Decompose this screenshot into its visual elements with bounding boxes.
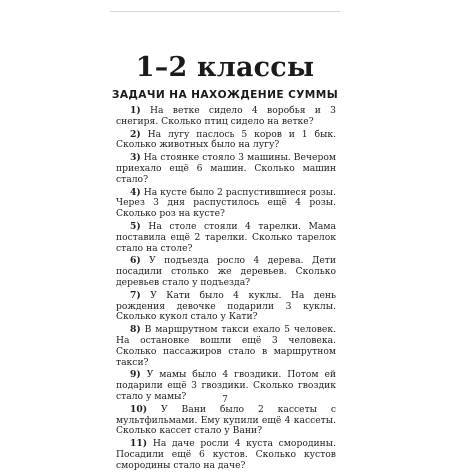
problem-number: 11) — [130, 438, 148, 450]
problem-number: 1) — [130, 105, 141, 116]
problem-number: 3) — [130, 152, 141, 164]
problem-item — [116, 439, 336, 471]
problem-item — [116, 222, 336, 254]
problem-text: На столе стояли 4 тарелки. Мама поставила ещё 2 тарелки. Сколько тарелок стало на столе? — [116, 220, 336, 254]
page-title: 1–2 классы — [135, 52, 315, 83]
problem-number: 6) — [130, 255, 141, 267]
top-divider — [110, 11, 340, 12]
problem-item — [116, 106, 336, 128]
problem-item — [116, 256, 336, 288]
problem-list — [116, 106, 336, 474]
problem-text: У подъезда росло 4 дерева. Дети посадили столько же деревьев. Сколько деревьев стало у подъезда? — [116, 255, 336, 288]
problem-text: На лугу паслось 5 коров и 1 бык. Сколько животных было на лугу? — [116, 128, 336, 151]
problem-item — [116, 291, 336, 323]
problem-item — [116, 153, 336, 185]
problem-text: У Кати было 4 куклы. На день рождения девочке подарили 3 куклы. Сколько кукол стало у Кати? — [116, 289, 337, 323]
section-heading: ЗАДАЧИ НА НАХОЖДЕНИЕ СУММЫ — [111, 89, 339, 101]
problem-number: 9) — [130, 369, 141, 381]
problem-item — [116, 188, 336, 220]
problem-number: 4) — [130, 186, 141, 198]
problem-number: 10) — [130, 403, 148, 415]
problem-text: На даче росли 4 куста смородины. Посадили ещё 6 кустов. Сколько кустов смородины стало на даче? — [116, 438, 337, 471]
problem-item — [116, 325, 336, 368]
problem-text: У Вани было 2 кассеты с мультфильмами. Ему купили ещё 4 кассеты. Сколько кассет стало у Вани? — [116, 403, 337, 437]
problem-item — [116, 405, 336, 437]
problem-text: У мамы было 4 гвоздики. Потом ей подарили ещё 3 гвоздики. Сколько гвоздик стало у мамы? — [116, 369, 337, 402]
problem-text: На стоянке стояло 3 машины. Вечером приехало ещё 6 машин. Сколько машин стало? — [116, 152, 337, 185]
page-number: 7 — [222, 395, 228, 405]
problem-number: 8) — [130, 324, 141, 336]
problem-number: 7) — [130, 289, 141, 301]
problem-number: 2) — [130, 128, 141, 140]
problem-text: В маршрутном такси ехало 5 человек. На остановке вошли ещё 3 человека. Сколько пассажиров стало в маршрутном такси? — [116, 324, 336, 368]
problem-text: На ветке сидело 4 воробья и 3 снегиря. Сколько птиц сидело на ветке? — [116, 105, 337, 127]
problem-item — [116, 130, 336, 152]
problem-number: 5) — [130, 220, 141, 232]
problem-text: На кусте было 2 распустившиеся розы. Через 3 дня распустилось ещё 4 розы. Сколько роз на кусте? — [116, 186, 336, 220]
